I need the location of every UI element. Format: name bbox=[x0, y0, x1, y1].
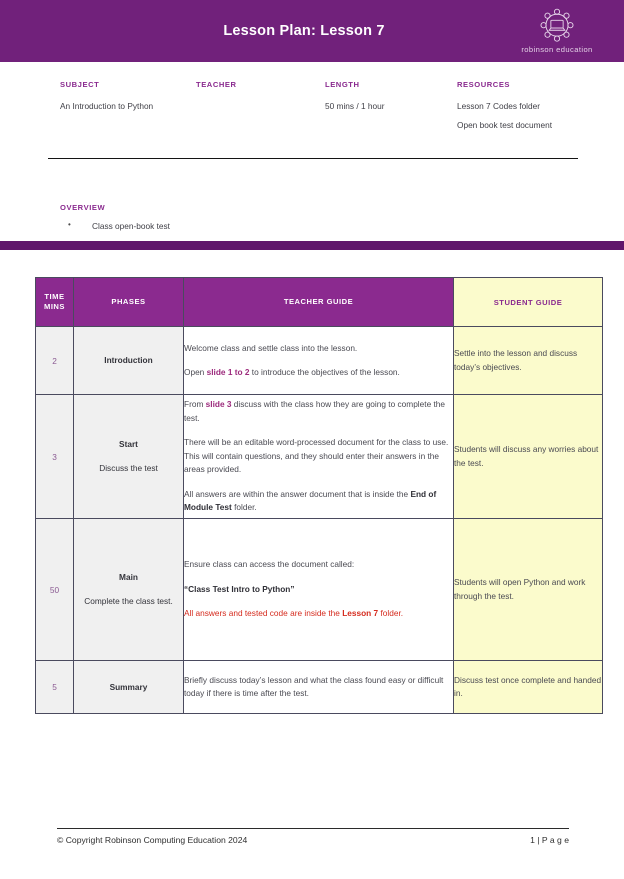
cell-student-guide: Discuss test once complete and handed in. bbox=[454, 661, 603, 714]
cell-phase bbox=[74, 519, 184, 661]
teacher-paragraph bbox=[184, 583, 453, 596]
column-header-time-line1: TIME bbox=[44, 291, 65, 301]
column-header-teacher-guide: TEACHER GUIDE bbox=[184, 278, 454, 327]
text-fragment: discuss with the class how they are going to complete the test. bbox=[184, 399, 446, 423]
text-fragment: to introduce the objectives of the lesson. bbox=[249, 367, 400, 377]
slide-reference: slide 3 bbox=[205, 399, 232, 410]
table-row bbox=[36, 327, 603, 395]
column-header-phases: PHASES bbox=[74, 278, 184, 327]
phase-title: Introduction bbox=[104, 355, 153, 366]
meta-column-resources bbox=[457, 80, 607, 141]
phase-subtitle: Complete the class test. bbox=[84, 596, 173, 606]
brand-block bbox=[504, 2, 610, 60]
meta-label-teacher: TEACHER bbox=[196, 80, 237, 89]
text-fragment: Open bbox=[184, 367, 207, 377]
text-fragment: All answers are within the answer document that is inside the bbox=[184, 488, 411, 499]
phase-subtitle: Discuss the test bbox=[99, 463, 158, 473]
meta-column-length bbox=[325, 80, 450, 121]
footer-divider-rule bbox=[57, 828, 569, 829]
meta-divider-rule bbox=[48, 158, 578, 159]
cell-phase bbox=[74, 661, 184, 714]
meta-column-subject bbox=[60, 80, 190, 121]
cell-student-guide: Students will open Python and work through the test. bbox=[454, 519, 603, 661]
meta-label-subject: SUBJECT bbox=[60, 80, 100, 89]
meta-label-length: LENGTH bbox=[325, 80, 360, 89]
cell-teacher-guide bbox=[184, 327, 454, 395]
page-title: Lesson Plan: Lesson 7 bbox=[223, 23, 385, 39]
table-row bbox=[36, 519, 603, 661]
cell-phase bbox=[74, 327, 184, 395]
teacher-paragraph: Ensure class can access the document called: bbox=[184, 559, 355, 570]
overview-label: OVERVIEW bbox=[60, 203, 106, 212]
slide-reference: slide 1 to 2 bbox=[206, 367, 250, 377]
page-header-banner bbox=[0, 0, 624, 62]
column-header-student-guide: STUDENT GUIDE bbox=[454, 278, 603, 327]
meta-value-length: 50 mins / 1 hour bbox=[325, 101, 385, 111]
teacher-paragraph bbox=[184, 607, 453, 620]
table-row bbox=[36, 661, 603, 714]
phase-title: Start bbox=[119, 439, 138, 450]
cell-time: 50 bbox=[36, 519, 74, 661]
lesson-meta-section bbox=[0, 62, 624, 158]
meta-value-resources-2: Open book test document bbox=[457, 120, 553, 131]
cell-time: 3 bbox=[36, 395, 74, 519]
footer-copyright: © Copyright Robinson Computing Education 2024 bbox=[57, 835, 248, 845]
footer-page-number: 1 | P a g e bbox=[530, 835, 569, 845]
teacher-paragraph bbox=[184, 488, 453, 515]
cell-time: 2 bbox=[36, 327, 74, 395]
meta-label-resources: RESOURCES bbox=[457, 80, 511, 89]
document-name: “Class Test Intro to Python” bbox=[184, 583, 295, 594]
teacher-paragraph: There will be an editable word-processed document for the class to use. This will contain questions, and they should enter their answers in the areas provided. bbox=[184, 437, 449, 475]
text-fragment: All answers and tested code are inside the bbox=[184, 608, 343, 619]
table-row bbox=[36, 395, 603, 519]
cell-student-guide: Settle into the lesson and discuss today’s objectives. bbox=[454, 327, 603, 395]
cell-student-guide: Students will discuss any worries about the test. bbox=[454, 395, 603, 519]
folder-reference: Lesson 7 bbox=[342, 608, 379, 619]
overview-list-item bbox=[68, 221, 170, 231]
text-fragment: From bbox=[184, 399, 206, 410]
teacher-paragraph bbox=[184, 366, 453, 379]
table-header-row bbox=[36, 278, 603, 327]
phase-title: Main bbox=[119, 572, 138, 583]
lesson-plan-table bbox=[35, 277, 603, 714]
cell-phase bbox=[74, 395, 184, 519]
meta-column-teacher bbox=[196, 80, 316, 102]
cell-teacher-guide bbox=[184, 661, 454, 714]
teacher-paragraph: Welcome class and settle class into the lesson. bbox=[184, 342, 358, 353]
cell-teacher-guide bbox=[184, 395, 454, 519]
column-header-time bbox=[36, 278, 74, 327]
teacher-paragraph: Briefly discuss today’s lesson and what the class found easy or difficult today if there is time after the test. bbox=[184, 674, 444, 698]
meta-value-subject: An Introduction to Python bbox=[60, 101, 154, 111]
cell-teacher-guide bbox=[184, 519, 454, 661]
text-fragment: folder. bbox=[231, 502, 257, 513]
bullet-icon: • bbox=[68, 220, 71, 229]
column-header-time-line2: MINS bbox=[44, 302, 65, 311]
overview-item-text: Class open-book test bbox=[92, 221, 170, 231]
gear-laptop-logo-icon bbox=[537, 8, 577, 44]
phase-title: Summary bbox=[109, 681, 148, 692]
purple-section-band bbox=[0, 241, 624, 250]
teacher-paragraph bbox=[184, 398, 453, 425]
folder-reference: End of Module Test bbox=[184, 488, 437, 513]
meta-value-resources-1: Lesson 7 Codes folder bbox=[457, 101, 541, 111]
brand-name: robinson education bbox=[521, 45, 593, 54]
cell-time: 5 bbox=[36, 661, 74, 714]
text-fragment: folder. bbox=[378, 608, 404, 619]
